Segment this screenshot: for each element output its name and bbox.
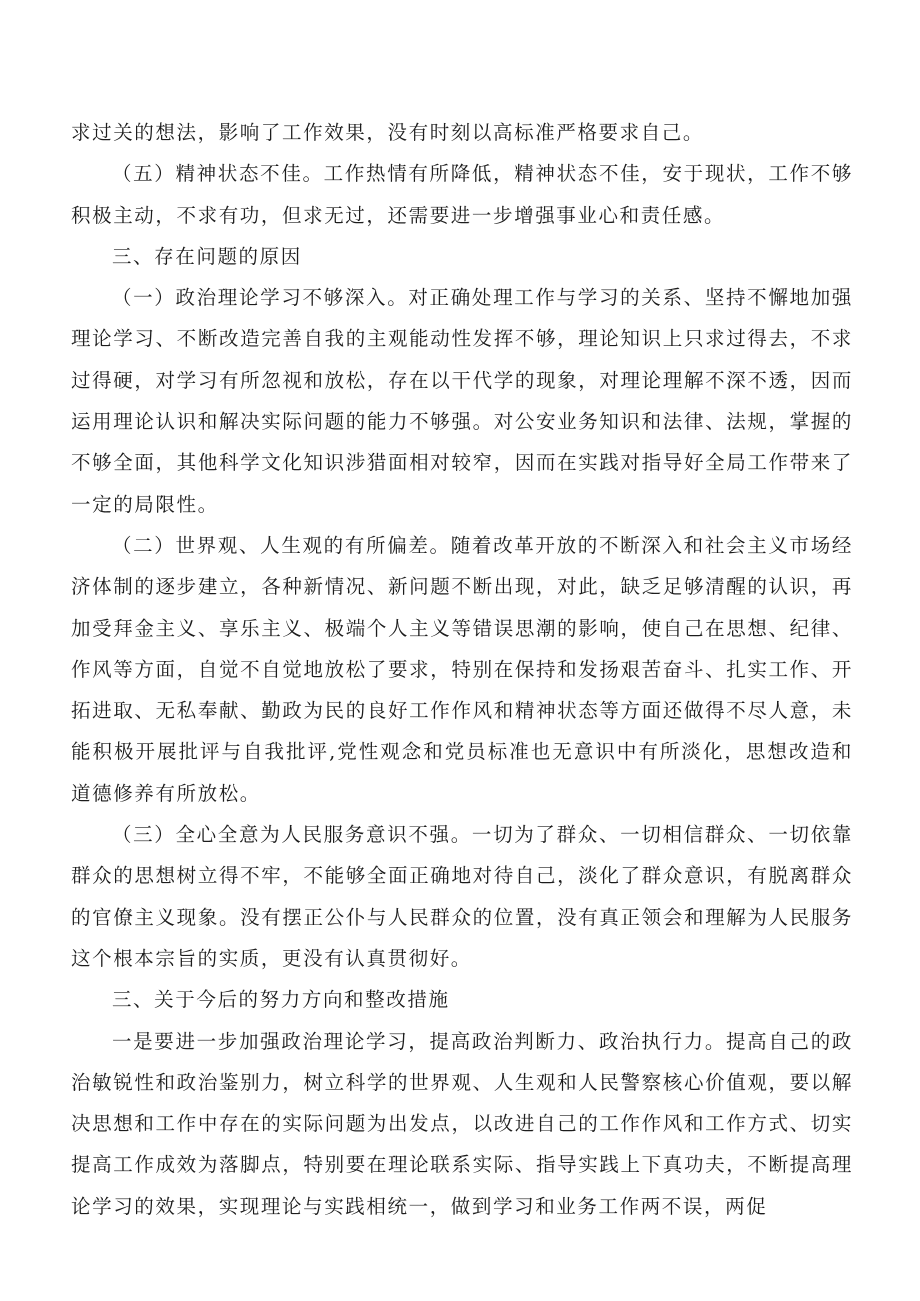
- paragraph-theory-study: （一）政治理论学习不够深入。对正确处理工作与学习的关系、坚持不懈地加强理论学习、不断改造完善自我的主观能动性发挥不够，理论知识上只求过得去，不求过得硬，对学习有所忽视和放松，存在以干代学的现象，对理论理解不深不透，因而运用理论认识和解决实际问题的能力不够强。对公安业务知识和法律、法规，掌握的不够全面，其他科学文化知识涉猎面相对较窄，因而在实践对指导好全局工作带来了一定的局限性。: [71, 286, 853, 516]
- paragraph-worldview: （二）世界观、人生观的有所偏差。随着改革开放的不断深入和社会主义市场经济体制的逐步建立，各种新情况、新问题不断出现，对此，缺乏足够清醒的认识，再加受拜金主义、享乐主义、极端个人主义等错误思潮的影响，使自己在思想、纪律、作风等方面，自觉不自觉地放松了要求，特别在保持和发扬艰苦奋斗、扎实工作、开拓进取、无私奉献、勤政为民的良好工作作风和精神状态等方面还做得不尽人意，未能积极开展批评与自我批评,党性观念和党员标准也无意识中有所淡化，思想改造和道德修养有所放松。: [71, 533, 853, 805]
- paragraph-spirit-state: （五）精神状态不佳。工作热情有所降低，精神状态不佳，安于现状，工作不够积极主动，不求有功，但求无过，还需要进一步增强事业心和责任感。: [71, 162, 853, 227]
- document-body: [71, 112, 853, 1227]
- section-heading-measures: 三、关于今后的努力方向和整改措施: [111, 988, 450, 1012]
- section-heading-causes: 三、存在问题的原因: [111, 244, 302, 268]
- paragraph-measure-one: 一是要进一步加强政治理论学习，提高政治判断力、政治执行力。提高自己的政治敏锐性和政治鉴别力，树立科学的世界观、人生观和人民警察核心价值观，要以解决思想和工作中存在的实际问题为出发点，以改进自己的工作作风和工作方式、切实提高工作成效为落脚点，特别要在理论联系实际、指导实践上下真功夫，不断提高理论学习的效果，实现理论与实践相统一，做到学习和业务工作两不误，两促: [71, 1029, 853, 1218]
- paragraph-continuation: 求过关的想法，影响了工作效果，没有时刻以高标准严格要求自己。: [71, 121, 705, 144]
- paragraph-service-awareness: （三）全心全意为人民服务意识不强。一切为了群众、一切相信群众、一切依靠群众的思想树立得不牢，不能够全面正确地对待自己，淡化了群众意识，有脱离群众的官僚主义现象。没有摆正公仆与人民群众的位置，没有真正领会和理解为人民服务这个根本宗旨的实质，更没有认真贯彻好。: [71, 823, 853, 970]
